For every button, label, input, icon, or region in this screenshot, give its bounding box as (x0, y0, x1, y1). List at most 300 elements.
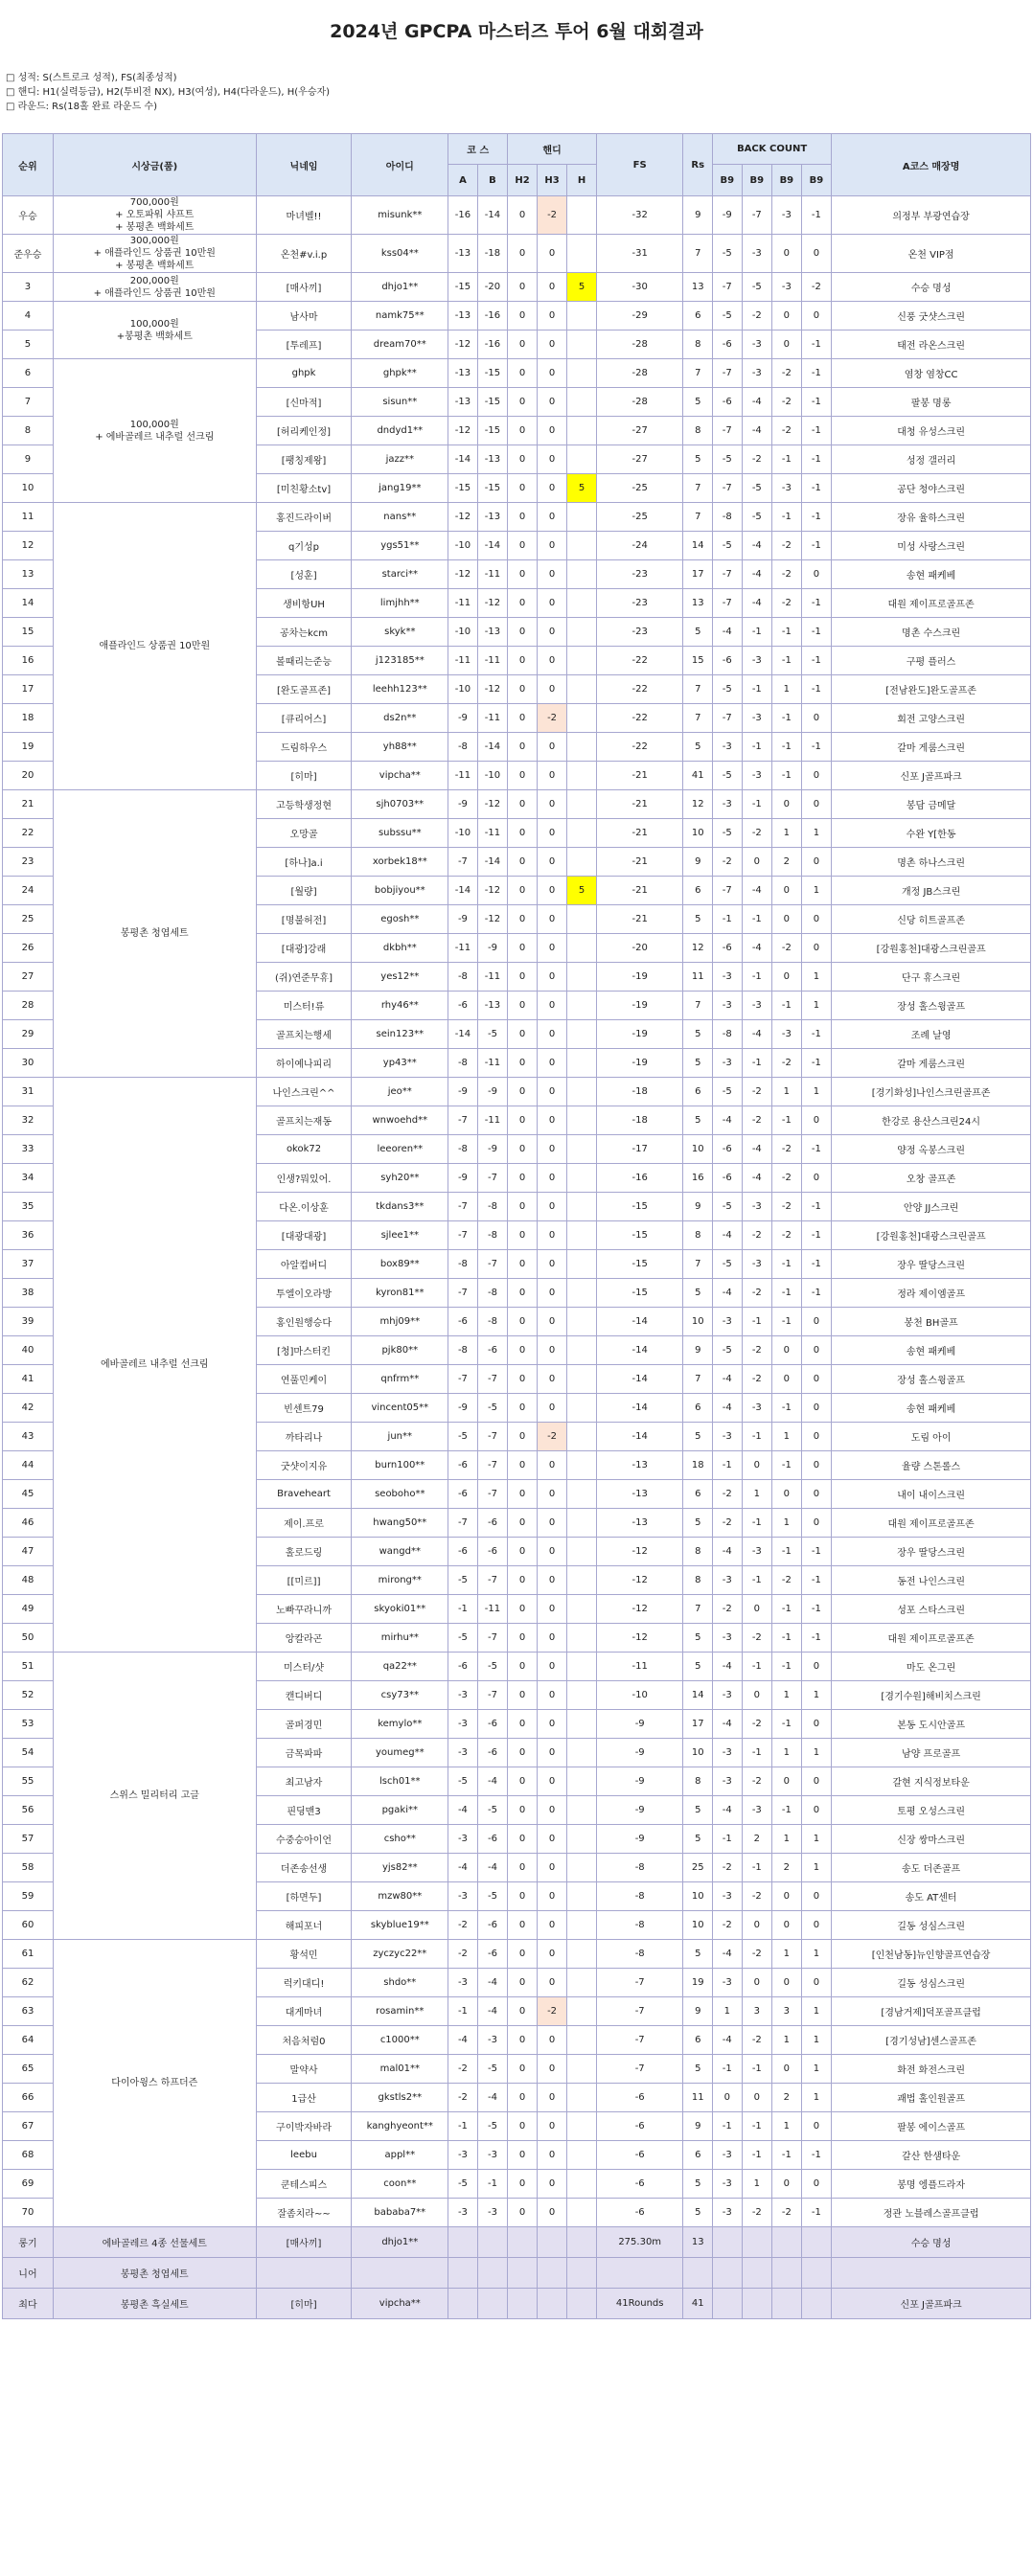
h2-cell: 0 (508, 1566, 538, 1595)
rs-cell: 9 (683, 2112, 713, 2141)
rs-cell: 9 (683, 1193, 713, 1221)
h3-cell: 0 (537, 2170, 567, 2199)
rs-cell: 15 (683, 647, 713, 675)
course-a-cell: -7 (448, 1279, 478, 1308)
shop-cell: 단구 휴스크린 (832, 963, 1031, 992)
back9-4-cell: -1 (801, 503, 832, 532)
shop-cell: 갈현 지식정보타운 (832, 1767, 1031, 1796)
shop-cell: 봉천 BH골프 (832, 1308, 1031, 1336)
id-cell: bobjiyou** (352, 877, 448, 905)
empty-cell (772, 2289, 802, 2319)
back9-1-cell: 1 (713, 1997, 743, 2026)
nickname-cell: [미친황소tv] (256, 474, 352, 503)
h3-cell: 0 (537, 1193, 567, 1221)
h3-cell: 0 (537, 560, 567, 589)
back9-2-cell: -1 (742, 675, 772, 704)
h3-cell: 0 (537, 1106, 567, 1135)
nickname-cell: 다온.이상훈 (256, 1193, 352, 1221)
h-cell (567, 848, 597, 877)
back9-2-cell: -2 (742, 445, 772, 474)
shop-cell: 대원 제이프로골프존 (832, 589, 1031, 618)
course-a-cell: -6 (448, 1451, 478, 1480)
course-a-cell: -14 (448, 445, 478, 474)
nickname-cell: 골프치는행세 (256, 1020, 352, 1049)
back9-4-cell: 0 (801, 2170, 832, 2199)
back9-2-cell: -4 (742, 589, 772, 618)
h-cell (567, 1221, 597, 1250)
rank-cell: 37 (3, 1250, 54, 1279)
course-b-cell: -6 (477, 1710, 508, 1739)
back9-1-cell: -3 (713, 1049, 743, 1078)
back9-4-cell: -1 (801, 1566, 832, 1595)
course-b-cell: -8 (477, 1193, 508, 1221)
course-a-cell: -4 (448, 1854, 478, 1882)
h2-cell: 0 (508, 560, 538, 589)
course-b-cell: -11 (477, 704, 508, 733)
nickname-cell: 빈센트79 (256, 1394, 352, 1423)
nickname-cell: 럭키대디! (256, 1969, 352, 1997)
h2-cell: 0 (508, 1653, 538, 1681)
fs-cell: -21 (596, 819, 683, 848)
course-b-cell: -12 (477, 905, 508, 934)
id-cell: seoboho** (352, 1480, 448, 1509)
back9-4-cell: 0 (801, 905, 832, 934)
rs-cell: 7 (683, 1250, 713, 1279)
prize-cell (53, 273, 256, 302)
prize-line: 100,000원 (129, 318, 179, 330)
fs-cell: -9 (596, 1767, 683, 1796)
course-a-cell: -3 (448, 1969, 478, 1997)
id-cell: lsch01** (352, 1767, 448, 1796)
header-nickname: 닉네임 (256, 134, 352, 196)
header-back9-1: B9 (713, 165, 743, 196)
back9-4-cell: 1 (801, 2026, 832, 2055)
rank-cell: 29 (3, 1020, 54, 1049)
back9-1-cell: -3 (713, 2141, 743, 2170)
rank-cell: 12 (3, 532, 54, 560)
fs-cell: -13 (596, 1480, 683, 1509)
nickname-cell: [매사끼] (256, 2227, 352, 2258)
course-a-cell: -3 (448, 1710, 478, 1739)
rs-cell: 5 (683, 1509, 713, 1538)
back9-1-cell: -4 (713, 1221, 743, 1250)
h-cell (567, 445, 597, 474)
course-b-cell: -3 (477, 2026, 508, 2055)
nickname-cell: [하면두] (256, 1882, 352, 1911)
h-cell (567, 675, 597, 704)
id-cell: mirong** (352, 1566, 448, 1595)
prize-cell (53, 302, 256, 359)
rank-cell: 61 (3, 1940, 54, 1969)
back9-4-cell: -1 (801, 618, 832, 647)
course-a-cell: -16 (448, 196, 478, 235)
special-award-row (3, 2289, 1031, 2319)
id-cell: dhjo1** (352, 273, 448, 302)
rs-cell: 8 (683, 1767, 713, 1796)
back9-3-cell: 1 (772, 1078, 802, 1106)
back9-3-cell: -1 (772, 1279, 802, 1308)
rs-cell: 10 (683, 1308, 713, 1336)
empty-cell (713, 2227, 743, 2258)
back9-1-cell: -7 (713, 704, 743, 733)
course-a-cell: -9 (448, 905, 478, 934)
header-shop: A코스 매장명 (832, 134, 1031, 196)
rank-cell: 6 (3, 359, 54, 388)
rank-cell: 27 (3, 963, 54, 992)
back9-2-cell: -2 (742, 1767, 772, 1796)
h-cell (567, 733, 597, 762)
course-b-cell: -20 (477, 273, 508, 302)
id-cell: dhjo1** (352, 2227, 448, 2258)
nickname-cell: 온천#v.i.p (256, 235, 352, 273)
legend (6, 71, 330, 114)
fs-cell: -13 (596, 1509, 683, 1538)
back9-2-cell: -3 (742, 1796, 772, 1825)
rank-cell: 준우승 (3, 235, 54, 273)
nickname-cell: 황석민 (256, 1940, 352, 1969)
rank-cell: 64 (3, 2026, 54, 2055)
h3-cell: 0 (537, 1538, 567, 1566)
id-cell: csho** (352, 1825, 448, 1854)
h2-cell: 0 (508, 532, 538, 560)
table-row (3, 503, 1031, 532)
back9-1-cell: -7 (713, 560, 743, 589)
course-b-cell: -5 (477, 1796, 508, 1825)
h-cell (567, 1739, 597, 1767)
nickname-cell: 핀딩맨3 (256, 1796, 352, 1825)
h2-cell: 0 (508, 1164, 538, 1193)
nickname-cell: 최고남자 (256, 1767, 352, 1796)
nickname-cell: [완도골프존] (256, 675, 352, 704)
rs-cell: 5 (683, 1940, 713, 1969)
back9-4-cell: 1 (801, 1681, 832, 1710)
id-cell: mal01** (352, 2055, 448, 2084)
h2-cell: 0 (508, 675, 538, 704)
id-cell: namk75** (352, 302, 448, 331)
empty-cell (448, 2227, 478, 2258)
nickname-cell: [팽칭제왕] (256, 445, 352, 474)
course-a-cell: -11 (448, 762, 478, 790)
fs-cell (596, 2258, 683, 2289)
special-award-row (3, 2227, 1031, 2258)
fs-cell: 275.30m (596, 2227, 683, 2258)
rank-cell: 44 (3, 1451, 54, 1480)
back9-3-cell: -2 (772, 388, 802, 417)
rank-cell: 46 (3, 1509, 54, 1538)
prize-line: + 애플라인드 상품권 10만원 (93, 287, 216, 299)
fs-cell: -28 (596, 359, 683, 388)
table-row (3, 359, 1031, 388)
back9-3-cell: -1 (772, 445, 802, 474)
shop-cell: 대청 유성스크린 (832, 417, 1031, 445)
rank-cell: 53 (3, 1710, 54, 1739)
back9-2-cell: 0 (742, 1969, 772, 1997)
course-a-cell: -9 (448, 704, 478, 733)
h2-cell: 0 (508, 1710, 538, 1739)
rs-cell: 5 (683, 1825, 713, 1854)
empty-cell (772, 2258, 802, 2289)
fs-cell: -20 (596, 934, 683, 963)
shop-cell: 염창 염창CC (832, 359, 1031, 388)
h3-cell: 0 (537, 1394, 567, 1423)
rs-cell: 8 (683, 1566, 713, 1595)
id-cell: limjhh** (352, 589, 448, 618)
fs-cell: -6 (596, 2084, 683, 2112)
prize-cell (53, 1078, 256, 1653)
h-cell (567, 2026, 597, 2055)
back9-1-cell: -2 (713, 1509, 743, 1538)
h-cell (567, 1279, 597, 1308)
h2-cell: 0 (508, 1078, 538, 1106)
course-a-cell: -8 (448, 963, 478, 992)
rank-cell: 28 (3, 992, 54, 1020)
id-cell: yh88** (352, 733, 448, 762)
course-a-cell: -11 (448, 589, 478, 618)
back9-4-cell: 0 (801, 560, 832, 589)
h3-cell: 0 (537, 1509, 567, 1538)
h2-cell: 0 (508, 733, 538, 762)
rs-cell: 6 (683, 1394, 713, 1423)
h-cell (567, 618, 597, 647)
back9-1-cell: -4 (713, 1279, 743, 1308)
id-cell: ds2n** (352, 704, 448, 733)
prize-line: 100,000원 (129, 419, 179, 430)
rs-cell: 6 (683, 1078, 713, 1106)
back9-4-cell: 0 (801, 1308, 832, 1336)
course-a-cell: -13 (448, 235, 478, 273)
table-row (3, 1078, 1031, 1106)
back9-3-cell: 0 (772, 1767, 802, 1796)
shop-cell: 봉담 금메달 (832, 790, 1031, 819)
back9-1-cell: -3 (713, 1566, 743, 1595)
award-name-cell: 최다 (3, 2289, 54, 2319)
empty-cell (508, 2289, 538, 2319)
course-b-cell: -12 (477, 589, 508, 618)
h2-cell: 0 (508, 417, 538, 445)
prize-line: + 봉평촌 백화세트 (115, 222, 195, 233)
back9-1-cell: -3 (713, 790, 743, 819)
shop-cell: 장우 딸당스크린 (832, 1538, 1031, 1566)
rank-cell: 4 (3, 302, 54, 331)
table-row (3, 196, 1031, 235)
shop-cell: 도림 아이 (832, 1423, 1031, 1451)
back9-1-cell: -4 (713, 1940, 743, 1969)
back9-3-cell: 0 (772, 877, 802, 905)
rank-cell: 31 (3, 1078, 54, 1106)
h2-cell: 0 (508, 992, 538, 1020)
back9-1-cell: -8 (713, 1020, 743, 1049)
h-cell (567, 1308, 597, 1336)
back9-3-cell: -2 (772, 1135, 802, 1164)
nickname-cell: [허리케인정] (256, 417, 352, 445)
back9-4-cell: -1 (801, 1279, 832, 1308)
back9-2-cell: -2 (742, 1624, 772, 1653)
header-h3: H3 (537, 165, 567, 196)
h2-cell: 0 (508, 1681, 538, 1710)
h2-cell: 0 (508, 503, 538, 532)
course-b-cell: -4 (477, 1997, 508, 2026)
rank-cell: 51 (3, 1653, 54, 1681)
h3-cell: 0 (537, 2084, 567, 2112)
course-b-cell: -15 (477, 417, 508, 445)
back9-4-cell: 1 (801, 877, 832, 905)
h-cell (567, 1451, 597, 1480)
rank-cell: 38 (3, 1279, 54, 1308)
table-row (3, 235, 1031, 273)
back9-4-cell: -1 (801, 417, 832, 445)
rank-cell: 59 (3, 1882, 54, 1911)
back9-2-cell: -1 (742, 1566, 772, 1595)
rs-cell: 13 (683, 273, 713, 302)
id-cell: c1000** (352, 2026, 448, 2055)
back9-2-cell: -3 (742, 1193, 772, 1221)
nickname-cell: 쿤테스피스 (256, 2170, 352, 2199)
back9-3-cell: -1 (772, 1106, 802, 1135)
h3-cell: 0 (537, 819, 567, 848)
back9-1-cell: -1 (713, 2112, 743, 2141)
back9-1-cell: -5 (713, 762, 743, 790)
id-cell: wnwoehd** (352, 1106, 448, 1135)
id-cell: hwang50** (352, 1509, 448, 1538)
back9-4-cell: -1 (801, 1250, 832, 1279)
back9-4-cell: 0 (801, 1509, 832, 1538)
nickname-cell: 구이박자바라 (256, 2112, 352, 2141)
shop-cell: 수승 명성 (832, 2227, 1031, 2258)
course-a-cell: -5 (448, 1767, 478, 1796)
nickname-cell: 볼때리는준능 (256, 647, 352, 675)
header-prize: 시상금(품) (53, 134, 256, 196)
rs-cell: 12 (683, 934, 713, 963)
prize-line: 700,000원 (129, 197, 179, 208)
h-cell (567, 388, 597, 417)
h-cell (567, 1566, 597, 1595)
course-a-cell: -7 (448, 1221, 478, 1250)
back9-2-cell: -2 (742, 1710, 772, 1739)
back9-4-cell: 0 (801, 1336, 832, 1365)
prize-line: 에바골레르 내추럴 선크림 (100, 1359, 209, 1370)
back9-1-cell: -6 (713, 1135, 743, 1164)
back9-1-cell: -4 (713, 1710, 743, 1739)
back9-3-cell: -3 (772, 196, 802, 235)
h3-cell: 0 (537, 1049, 567, 1078)
fs-cell: -29 (596, 302, 683, 331)
h2-cell: 0 (508, 331, 538, 359)
course-b-cell: -11 (477, 560, 508, 589)
h3-cell: -2 (537, 196, 567, 235)
h-cell (567, 2141, 597, 2170)
course-b-cell: -11 (477, 963, 508, 992)
fs-cell: -6 (596, 2141, 683, 2170)
back9-3-cell: 0 (772, 2055, 802, 2084)
shop-cell: 남양 프로골프 (832, 1739, 1031, 1767)
back9-2-cell: -3 (742, 704, 772, 733)
id-cell: dream70** (352, 331, 448, 359)
back9-2-cell: -5 (742, 273, 772, 302)
id-cell: syh20** (352, 1164, 448, 1193)
fs-cell: -31 (596, 235, 683, 273)
id-cell (352, 2258, 448, 2289)
back9-2-cell: -2 (742, 2199, 772, 2227)
h2-cell: 0 (508, 273, 538, 302)
nickname-cell: 잘좀치라~~ (256, 2199, 352, 2227)
back9-2-cell: 0 (742, 1681, 772, 1710)
fs-cell: -8 (596, 1911, 683, 1940)
course-b-cell: -15 (477, 359, 508, 388)
id-cell: nans** (352, 503, 448, 532)
rs-cell: 5 (683, 1049, 713, 1078)
h2-cell: 0 (508, 2199, 538, 2227)
h2-cell: 0 (508, 2084, 538, 2112)
fs-cell: 41Rounds (596, 2289, 683, 2319)
course-b-cell: -4 (477, 2084, 508, 2112)
h3-cell: 0 (537, 963, 567, 992)
id-cell: gkstls2** (352, 2084, 448, 2112)
h-cell (567, 1394, 597, 1423)
back9-4-cell: 0 (801, 1480, 832, 1509)
id-cell: rhy46** (352, 992, 448, 1020)
prize-cell (53, 790, 256, 1078)
table-row (3, 302, 1031, 331)
shop-cell: 조례 날영 (832, 1020, 1031, 1049)
h2-cell: 0 (508, 1308, 538, 1336)
back9-2-cell: -3 (742, 1538, 772, 1566)
back9-4-cell: 0 (801, 1796, 832, 1825)
course-a-cell: -2 (448, 1940, 478, 1969)
rank-cell: 68 (3, 2141, 54, 2170)
course-b-cell: -6 (477, 1825, 508, 1854)
id-cell: kyron81** (352, 1279, 448, 1308)
course-a-cell: -7 (448, 1106, 478, 1135)
fs-cell: -21 (596, 877, 683, 905)
rank-cell: 15 (3, 618, 54, 647)
course-a-cell: -7 (448, 1509, 478, 1538)
h3-cell: 0 (537, 1796, 567, 1825)
h3-cell: 0 (537, 877, 567, 905)
back9-1-cell: -3 (713, 2199, 743, 2227)
rank-cell: 35 (3, 1193, 54, 1221)
course-b-cell: -13 (477, 992, 508, 1020)
course-a-cell: -8 (448, 1049, 478, 1078)
h2-cell: 0 (508, 445, 538, 474)
back9-1-cell: -2 (713, 1480, 743, 1509)
h3-cell: 0 (537, 1451, 567, 1480)
back9-2-cell: -4 (742, 417, 772, 445)
h3-cell: 0 (537, 1250, 567, 1279)
id-cell: sein123** (352, 1020, 448, 1049)
nickname-cell: 홀로드링 (256, 1538, 352, 1566)
award-prize-cell: 봉평촌 청엽세트 (53, 2258, 256, 2289)
h2-cell: 0 (508, 704, 538, 733)
course-a-cell: -5 (448, 1624, 478, 1653)
shop-cell: 갈산 한샘타운 (832, 2141, 1031, 2170)
course-a-cell: -8 (448, 733, 478, 762)
rs-cell: 5 (683, 1653, 713, 1681)
fs-cell: -15 (596, 1250, 683, 1279)
rs-cell: 19 (683, 1969, 713, 1997)
course-b-cell: -16 (477, 302, 508, 331)
empty-cell (567, 2227, 597, 2258)
h3-cell: 0 (537, 1681, 567, 1710)
back9-2-cell: -5 (742, 503, 772, 532)
rs-cell: 7 (683, 1595, 713, 1624)
back9-4-cell: -1 (801, 1135, 832, 1164)
shop-cell: 갈마 게룸스크린 (832, 733, 1031, 762)
course-b-cell: -10 (477, 762, 508, 790)
rank-cell: 52 (3, 1681, 54, 1710)
rs-cell: 16 (683, 1164, 713, 1193)
id-cell: jeo** (352, 1078, 448, 1106)
h-cell (567, 762, 597, 790)
